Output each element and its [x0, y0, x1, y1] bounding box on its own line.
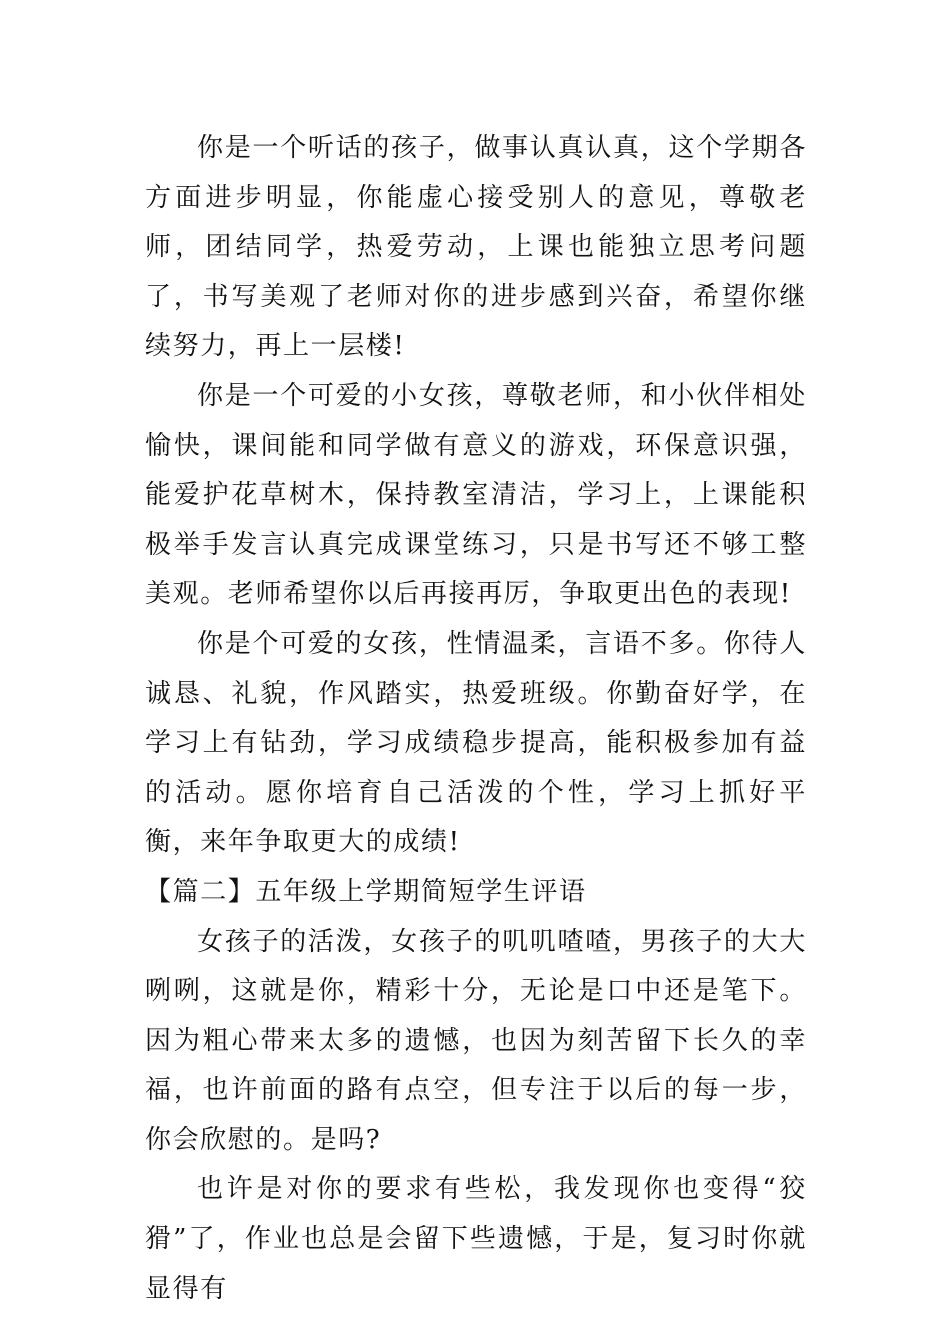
- section-comment-paragraph-1: 女孩子的活泼，女孩子的叽叽喳喳，男孩子的大大咧咧，这就是你，精彩十分，无论是口中还是笔下。因为粗心带来太多的遗憾，也因为刻苦留下长久的幸福，也许前面的路有点空，但专注于以后的每一步，你会欣慰的。是吗?: [145, 926, 807, 1155]
- section-heading: 【篇二】五年级上学期简短学生评语: [145, 876, 587, 907]
- comment-paragraph-2: 你是一个可爱的小女孩，尊敬老师，和小伙伴相处愉快，课间能和同学做有意义的游戏，环保意识强，能爱护花草树木，保持教室清洁，学习上，上课能积极举手发言认真完成课堂练习，只是书写还不够工整美观。老师希望你以后再接再厉，争取更出色的表现!: [145, 380, 807, 610]
- comment-paragraph-3: 你是个可爱的女孩，性情温柔，言语不多。你待人诚恳、礼貌，作风踏实，热爱班级。你勤奋好学，在学习上有钻劲，学习成绩稳步提高，能积极参加有益的活动。愿你培育自己活泼的个性，学习上抓好平衡，来年争取更大的成绩!: [145, 628, 807, 858]
- section-comment-paragraph-2: 也许是对你的要求有些松，我发现你也变得“狡猾”了，作业也总是会留下些遗憾，于是，复习时你就显得有: [145, 1174, 807, 1304]
- document-body: [145, 124, 807, 1314]
- comment-paragraph-1: 你是一个听话的孩子，做事认真认真，这个学期各方面进步明显，你能虚心接受别人的意见，尊敬老师，团结同学，热爱劳动，上课也能独立思考问题了，书写美观了老师对你的进步感到兴奋，希望你继续努力，再上一层楼!: [145, 133, 807, 362]
